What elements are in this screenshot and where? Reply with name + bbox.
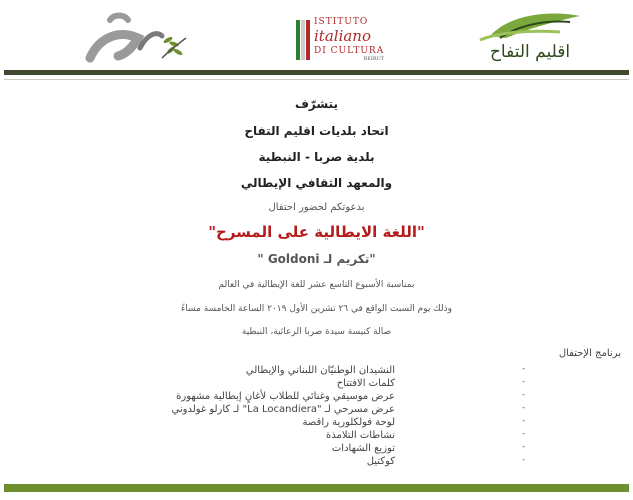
list-item: [172, 455, 395, 468]
dash-icon: -: [522, 403, 526, 413]
leaf-icon: [470, 10, 590, 42]
iic-line2: italiano: [314, 27, 371, 45]
iqlim-logo: [470, 10, 590, 68]
list-item: [172, 403, 395, 416]
sarba-logo: [70, 8, 195, 68]
program-item-text: لوحة فولكلورية راقصة: [302, 417, 395, 428]
iic-line4: BEIRUT: [363, 56, 385, 62]
program-item-text: توزيع الشهادات: [331, 443, 395, 454]
program-item-text: عرض مسرحي لـ "La Locandiera" لـ كارلو غولدوني: [171, 404, 395, 415]
dash-icon: -: [522, 364, 526, 374]
list-item: [172, 377, 395, 390]
org2-line: بلدية صربا - النبطية: [258, 150, 375, 164]
iqlim-logo-text: اقليم التفاح: [489, 42, 571, 62]
footer-bar: [4, 484, 629, 492]
honored-line: يتشرّف: [294, 97, 339, 111]
org3-line: والمعهد الثقافي الإيطالي: [240, 176, 393, 190]
iic-line3: DI CULTURA: [314, 46, 385, 56]
occasion-line: بمناسبة الأسبوع التاسع عشر للغة الإيطالية في العالم: [218, 280, 415, 290]
program-item-text: نشاطات التلامذة: [325, 430, 395, 441]
program-title: برنامج الإحتفال: [558, 348, 621, 359]
program-item-text: عرض موسيقي وغنائي للطلاب لأغانٍ إيطالية مشهورة: [176, 391, 395, 402]
list-item: [172, 390, 395, 403]
list-item: [172, 442, 395, 455]
program-item-text: كلمات الافتتاح: [336, 378, 395, 389]
dash-icon: -: [522, 377, 526, 387]
program-item-text: النشيدان الوطنيّان اللبناني والإيطالي: [245, 365, 395, 376]
dash-icon: -: [522, 442, 526, 452]
event-title: "اللغة الايطالية على المسرح": [208, 223, 425, 241]
dash-icon: -: [522, 390, 526, 400]
iic-line1: ISTITUTO: [314, 17, 369, 27]
list-item: [172, 364, 395, 377]
iic-logo: [296, 14, 436, 64]
iic-mark-icon: [296, 20, 312, 60]
venue-line: صالة كنيسة سيدة صربا الرعائية، النبطية: [241, 327, 392, 337]
dash-icon: -: [522, 429, 526, 439]
invite-line: بدعوتكم لحضور احتفال: [268, 202, 365, 213]
org1-line: اتحاد بلديات اقليم التفاح: [244, 124, 389, 138]
honor-line: "تكريم لـ Goldoni ": [257, 252, 376, 266]
program-item-text: كوكتيل: [366, 456, 395, 467]
dash-icon: -: [522, 455, 526, 465]
list-item: [172, 416, 395, 429]
dash-icon: -: [522, 416, 526, 426]
program-list: [172, 364, 395, 468]
header-divider-thin: [4, 79, 629, 80]
date-line: وذلك يوم السبت الواقع في ٢٦ تشرين الأول ٢٠١٩ الساعة الخامسة مساءً: [181, 304, 452, 314]
header-divider: [4, 70, 629, 75]
list-item: [172, 429, 395, 442]
